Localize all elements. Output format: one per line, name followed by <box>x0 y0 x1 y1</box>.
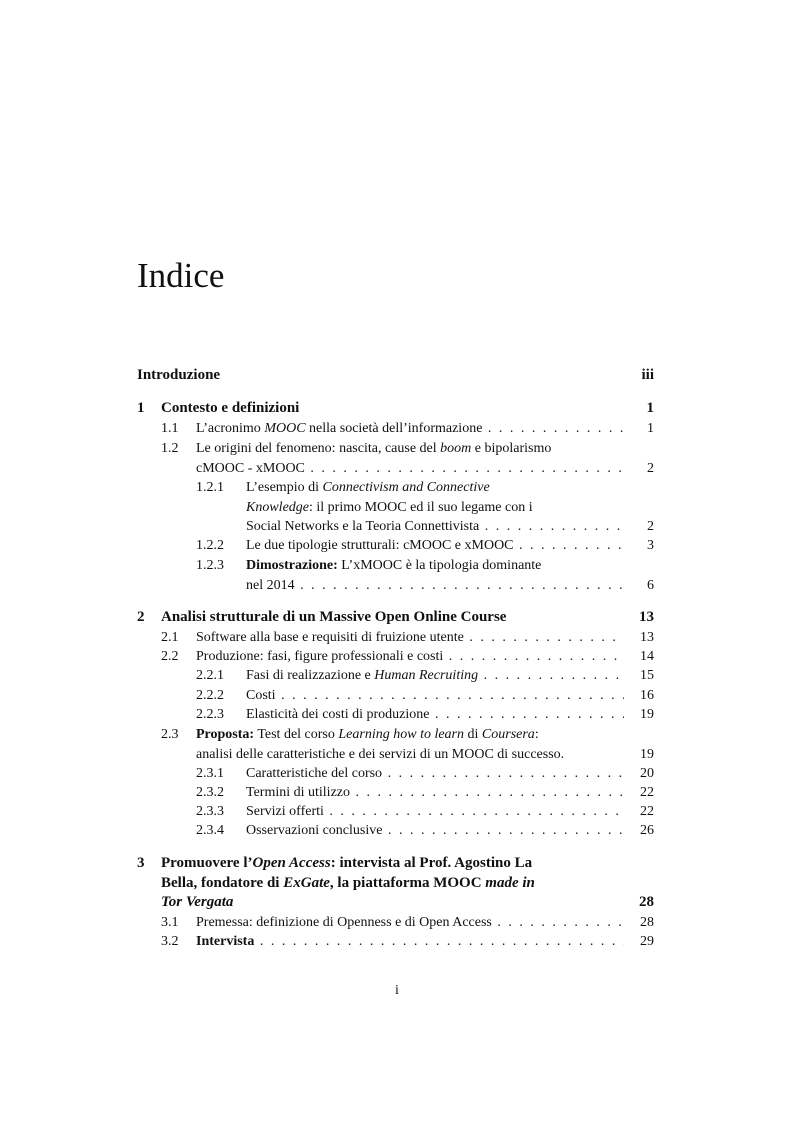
toc-number: 2.2.3 <box>196 707 224 722</box>
toc-entry-3-2[interactable] <box>161 932 654 952</box>
toc-title-line: Promuovere l’Open Access: intervista al Prof. Agostino La <box>161 855 533 871</box>
toc-entry-2-3-3[interactable] <box>196 802 654 822</box>
toc-entry-chapter-1[interactable] <box>137 399 654 419</box>
toc-page: iii <box>641 367 654 383</box>
toc-page: 13 <box>640 630 654 645</box>
toc-page: 22 <box>640 804 654 819</box>
toc-entry-2-2-2[interactable] <box>196 686 654 706</box>
toc-title: Intervista . . . <box>196 932 624 952</box>
toc-entry-3-1[interactable] <box>161 913 654 933</box>
toc-number: 3 <box>137 855 145 871</box>
toc-number: 2.3.2 <box>196 785 224 800</box>
toc-title-line: nel 2014 . . . <box>246 576 624 596</box>
toc-number: 2.3.1 <box>196 766 224 781</box>
toc-number: 2.3 <box>161 727 179 742</box>
toc-number: 2.2 <box>161 649 179 664</box>
toc-title-line: Dimostrazione: L’xMOOC è la tipologia dominante <box>246 558 542 573</box>
toc-title: Le due tipologie strutturali: cMOOC e xMOOC . . . <box>246 536 624 556</box>
toc-page: 1 <box>647 421 654 436</box>
toc-entry-2-1[interactable] <box>161 628 654 648</box>
toc-entry-2-3[interactable] <box>161 725 654 764</box>
toc-title: Elasticità dei costi di produzione . . . <box>246 705 624 725</box>
toc-title: Contesto e definizioni <box>161 400 300 416</box>
toc-number: 1.1 <box>161 421 179 436</box>
toc-title-line: Proposta: Test del corso Learning how to learn di Coursera: <box>196 727 539 742</box>
toc-number: 2.3.4 <box>196 823 224 838</box>
toc-page: 26 <box>640 823 654 838</box>
toc-page: 28 <box>640 915 654 930</box>
toc-number: 3.1 <box>161 915 179 930</box>
toc-number: 1.2.2 <box>196 538 224 553</box>
toc-title-line: analisi delle caratteristiche e dei servizi di un MOOC di successo. <box>196 746 565 762</box>
toc-number: 1 <box>137 400 145 416</box>
toc-title-line: Le origini del fenomeno: nascita, cause del boom e bipolarismo <box>196 441 552 456</box>
toc-title: Servizi offerti . . . <box>246 802 624 822</box>
toc-title: Costi . . . <box>246 686 624 706</box>
toc-title: Premessa: definizione di Openness e di Open Access . . . <box>196 913 624 933</box>
toc-entry-2-3-1[interactable] <box>196 764 654 784</box>
toc-page: 28 <box>639 894 654 910</box>
toc-page: 15 <box>640 668 654 683</box>
toc-page: 22 <box>640 785 654 800</box>
toc-page: 2 <box>647 460 654 476</box>
toc-title: L’acronimo MOOC nella società dell’informazione . . . <box>196 419 624 439</box>
toc-page: 6 <box>647 577 654 593</box>
toc-entry-2-2-1[interactable] <box>196 666 654 686</box>
toc-title: Termini di utilizzo . . . <box>246 783 624 803</box>
toc-page: 1 <box>646 400 654 416</box>
toc-page: 13 <box>639 609 654 625</box>
toc-entry-2-3-4[interactable] <box>196 821 654 841</box>
page-title: Indice <box>137 256 225 295</box>
toc-entry-1-2-3[interactable] <box>196 556 654 595</box>
toc-title-line: cMOOC - xMOOC . . . <box>196 459 624 479</box>
toc-number: 1.2.3 <box>196 558 224 573</box>
toc-entry-1-1[interactable] <box>161 419 654 439</box>
toc-title: Analisi strutturale di un Massive Open Online Course <box>161 609 507 625</box>
toc-title: Introduzione <box>137 367 221 383</box>
toc-page: 20 <box>640 766 654 781</box>
toc-page: 19 <box>640 707 654 722</box>
toc-entry-2-2-3[interactable] <box>196 705 654 725</box>
toc-page: 19 <box>640 746 654 762</box>
toc-page: 3 <box>647 538 654 553</box>
toc-title: Produzione: fasi, figure professionali e costi . . . <box>196 647 624 667</box>
toc-number: 2.2.1 <box>196 668 224 683</box>
toc-number: 2.1 <box>161 630 179 645</box>
toc-page: 16 <box>640 688 654 703</box>
page-number: i <box>395 983 399 998</box>
toc-title: Caratteristiche del corso . . . <box>246 764 624 784</box>
toc-title: Fasi di realizzazione e Human Recruiting . . . <box>246 666 624 686</box>
toc-number: 2.2.2 <box>196 688 224 703</box>
toc-number: 1.2.1 <box>196 480 224 495</box>
toc-entry-1-2-1[interactable] <box>196 478 654 537</box>
toc-number: 3.2 <box>161 934 179 949</box>
toc-entry-1-2[interactable] <box>161 439 654 478</box>
toc-entry-2-2[interactable] <box>161 647 654 667</box>
toc-number: 2.3.3 <box>196 804 224 819</box>
toc-title-line: L’esempio di Connectivism and Connective <box>246 480 490 495</box>
toc-title: Osservazioni conclusive . . . <box>246 821 624 841</box>
toc-page: 14 <box>640 649 654 664</box>
toc-title-line: Tor Vergata <box>161 894 234 910</box>
toc-page: 29 <box>640 934 654 949</box>
toc-entry-introduzione[interactable] <box>137 366 654 386</box>
toc-page: 2 <box>647 519 654 534</box>
toc-entry-chapter-2[interactable] <box>137 608 654 628</box>
toc-number: 1.2 <box>161 441 179 456</box>
toc-title-line: Social Networks e la Teoria Connettivista . . . <box>246 517 624 537</box>
toc-title-line: Knowledge: il primo MOOC ed il suo legame con i <box>246 499 533 515</box>
toc-number: 2 <box>137 609 145 625</box>
toc-title: Software alla base e requisiti di fruizione utente . . . <box>196 628 624 648</box>
toc-entry-chapter-3[interactable] <box>137 854 654 913</box>
toc-title-line: Bella, fondatore di ExGate, la piattaforma MOOC made in <box>161 874 535 891</box>
toc-entry-1-2-2[interactable] <box>196 536 654 556</box>
toc-entry-2-3-2[interactable] <box>196 783 654 803</box>
